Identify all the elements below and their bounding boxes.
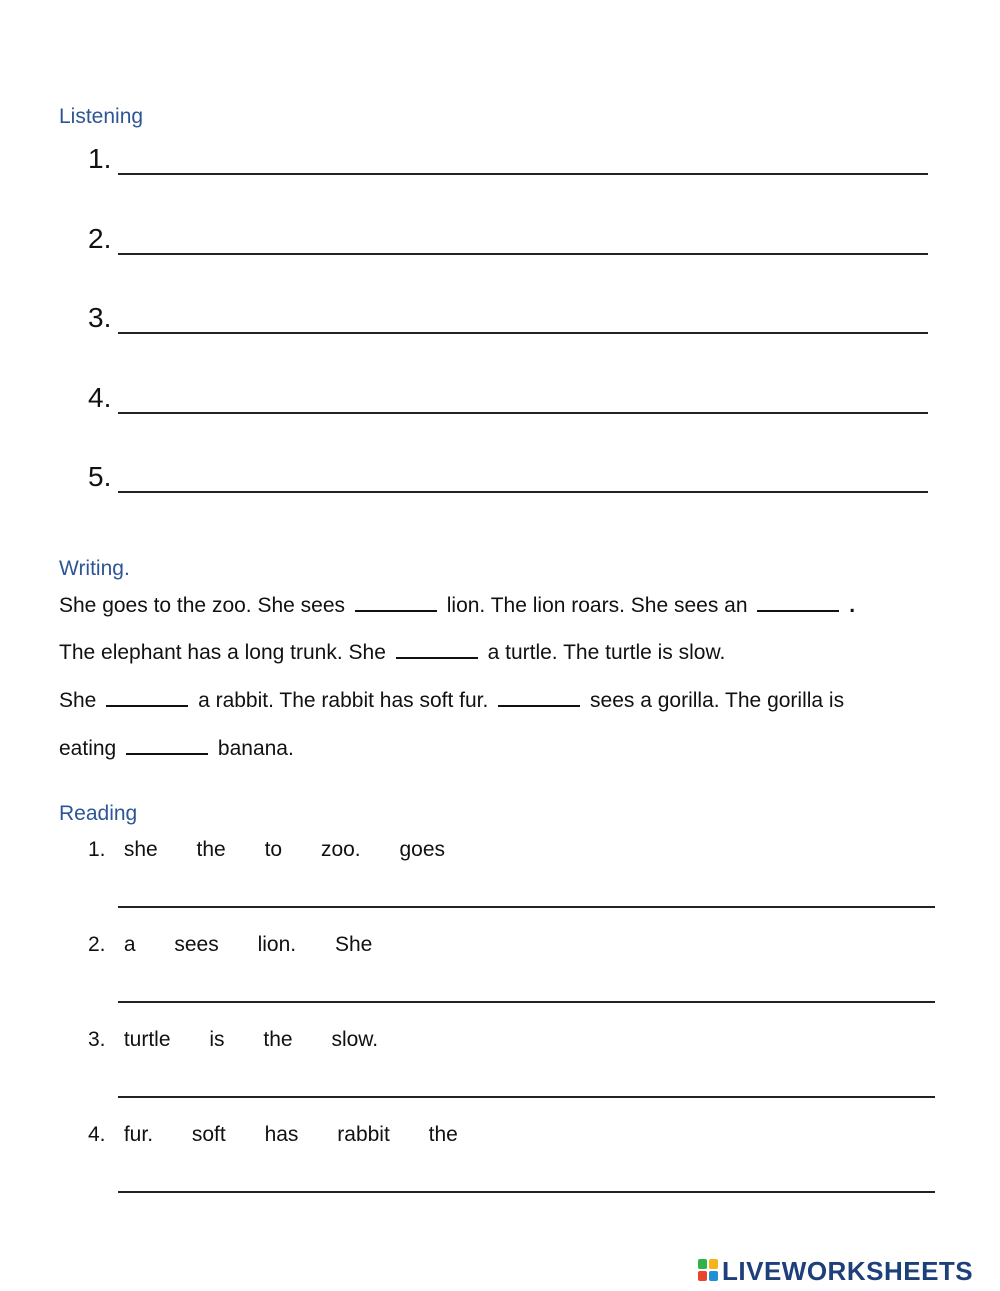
reading-item-3 xyxy=(88,1027,411,1053)
listening-item-3 xyxy=(88,292,928,332)
scrambled-word: rabbit xyxy=(337,1123,390,1146)
item-number: 2. xyxy=(88,223,112,254)
scrambled-word: has xyxy=(264,1123,299,1146)
item-number: 2. xyxy=(88,933,106,956)
scrambled-word: zoo. xyxy=(320,838,361,861)
answer-line[interactable] xyxy=(118,412,928,414)
scrambled-word: she xyxy=(123,838,158,861)
scrambled-word: a xyxy=(123,933,136,956)
writing-line-3 xyxy=(59,687,844,714)
fill-blank[interactable] xyxy=(757,592,839,612)
scrambled-word: is xyxy=(209,1028,225,1051)
listening-item-2 xyxy=(88,213,928,253)
answer-line[interactable] xyxy=(118,253,928,255)
scrambled-word: slow. xyxy=(331,1028,379,1051)
item-number: 1. xyxy=(88,143,112,174)
writing-heading: Writing. xyxy=(59,557,130,580)
text-segment: eating xyxy=(59,737,117,760)
scrambled-word: the xyxy=(196,838,226,861)
fill-blank[interactable] xyxy=(498,687,580,707)
reading-item-2 xyxy=(88,932,405,958)
listening-item-5 xyxy=(88,451,928,491)
item-number: 4. xyxy=(88,1123,106,1146)
text-segment: She goes to the zoo. She sees xyxy=(59,594,346,617)
writing-line-4 xyxy=(59,735,294,762)
writing-line-1 xyxy=(59,592,855,619)
scrambled-word: soft xyxy=(191,1123,226,1146)
answer-line[interactable] xyxy=(118,1096,935,1098)
logo-icon xyxy=(698,1259,720,1283)
reading-heading: Reading xyxy=(59,802,138,825)
liveworksheets-logo[interactable] xyxy=(698,1256,973,1286)
item-number: 3. xyxy=(88,1028,106,1051)
text-segment: banana. xyxy=(217,737,294,760)
answer-line[interactable] xyxy=(118,906,935,908)
answer-line[interactable] xyxy=(118,1191,935,1193)
item-number: 3. xyxy=(88,302,112,333)
listening-item-1 xyxy=(88,133,928,173)
item-number: 5. xyxy=(88,461,112,492)
listening-item-4 xyxy=(88,372,928,412)
fill-blank[interactable] xyxy=(126,735,208,755)
scrambled-word: the xyxy=(428,1123,458,1146)
scrambled-word: sees xyxy=(174,933,219,956)
answer-line[interactable] xyxy=(118,1001,935,1003)
answer-line[interactable] xyxy=(118,332,928,334)
listening-heading: Listening xyxy=(59,105,144,128)
item-number: 4. xyxy=(88,382,112,413)
answer-line[interactable] xyxy=(118,491,928,493)
scrambled-word: turtle xyxy=(123,1028,171,1051)
text-segment: sees a gorilla. The gorilla is xyxy=(590,689,845,712)
reading-item-4 xyxy=(88,1122,491,1148)
writing-line-2 xyxy=(59,639,725,666)
scrambled-word: fur. xyxy=(123,1123,154,1146)
text-segment: . xyxy=(849,594,856,617)
text-segment: She xyxy=(59,689,97,712)
text-segment: a rabbit. The rabbit has soft fur. xyxy=(198,689,489,712)
scrambled-word: She xyxy=(334,933,373,956)
item-number: 1. xyxy=(88,838,106,861)
scrambled-word: goes xyxy=(399,838,446,861)
fill-blank[interactable] xyxy=(355,592,437,612)
scrambled-word: the xyxy=(263,1028,293,1051)
scrambled-word: to xyxy=(264,838,283,861)
text-segment: The elephant has a long trunk. She xyxy=(59,641,386,664)
text-segment: a turtle. The turtle is slow. xyxy=(487,641,726,664)
reading-item-1 xyxy=(88,837,478,863)
logo-text: LIVEWORKSHEETS xyxy=(722,1255,974,1286)
answer-line[interactable] xyxy=(118,173,928,175)
scrambled-word: lion. xyxy=(257,933,297,956)
text-segment: lion. The lion roars. She sees an xyxy=(446,594,748,617)
fill-blank[interactable] xyxy=(106,687,188,707)
fill-blank[interactable] xyxy=(396,639,478,659)
